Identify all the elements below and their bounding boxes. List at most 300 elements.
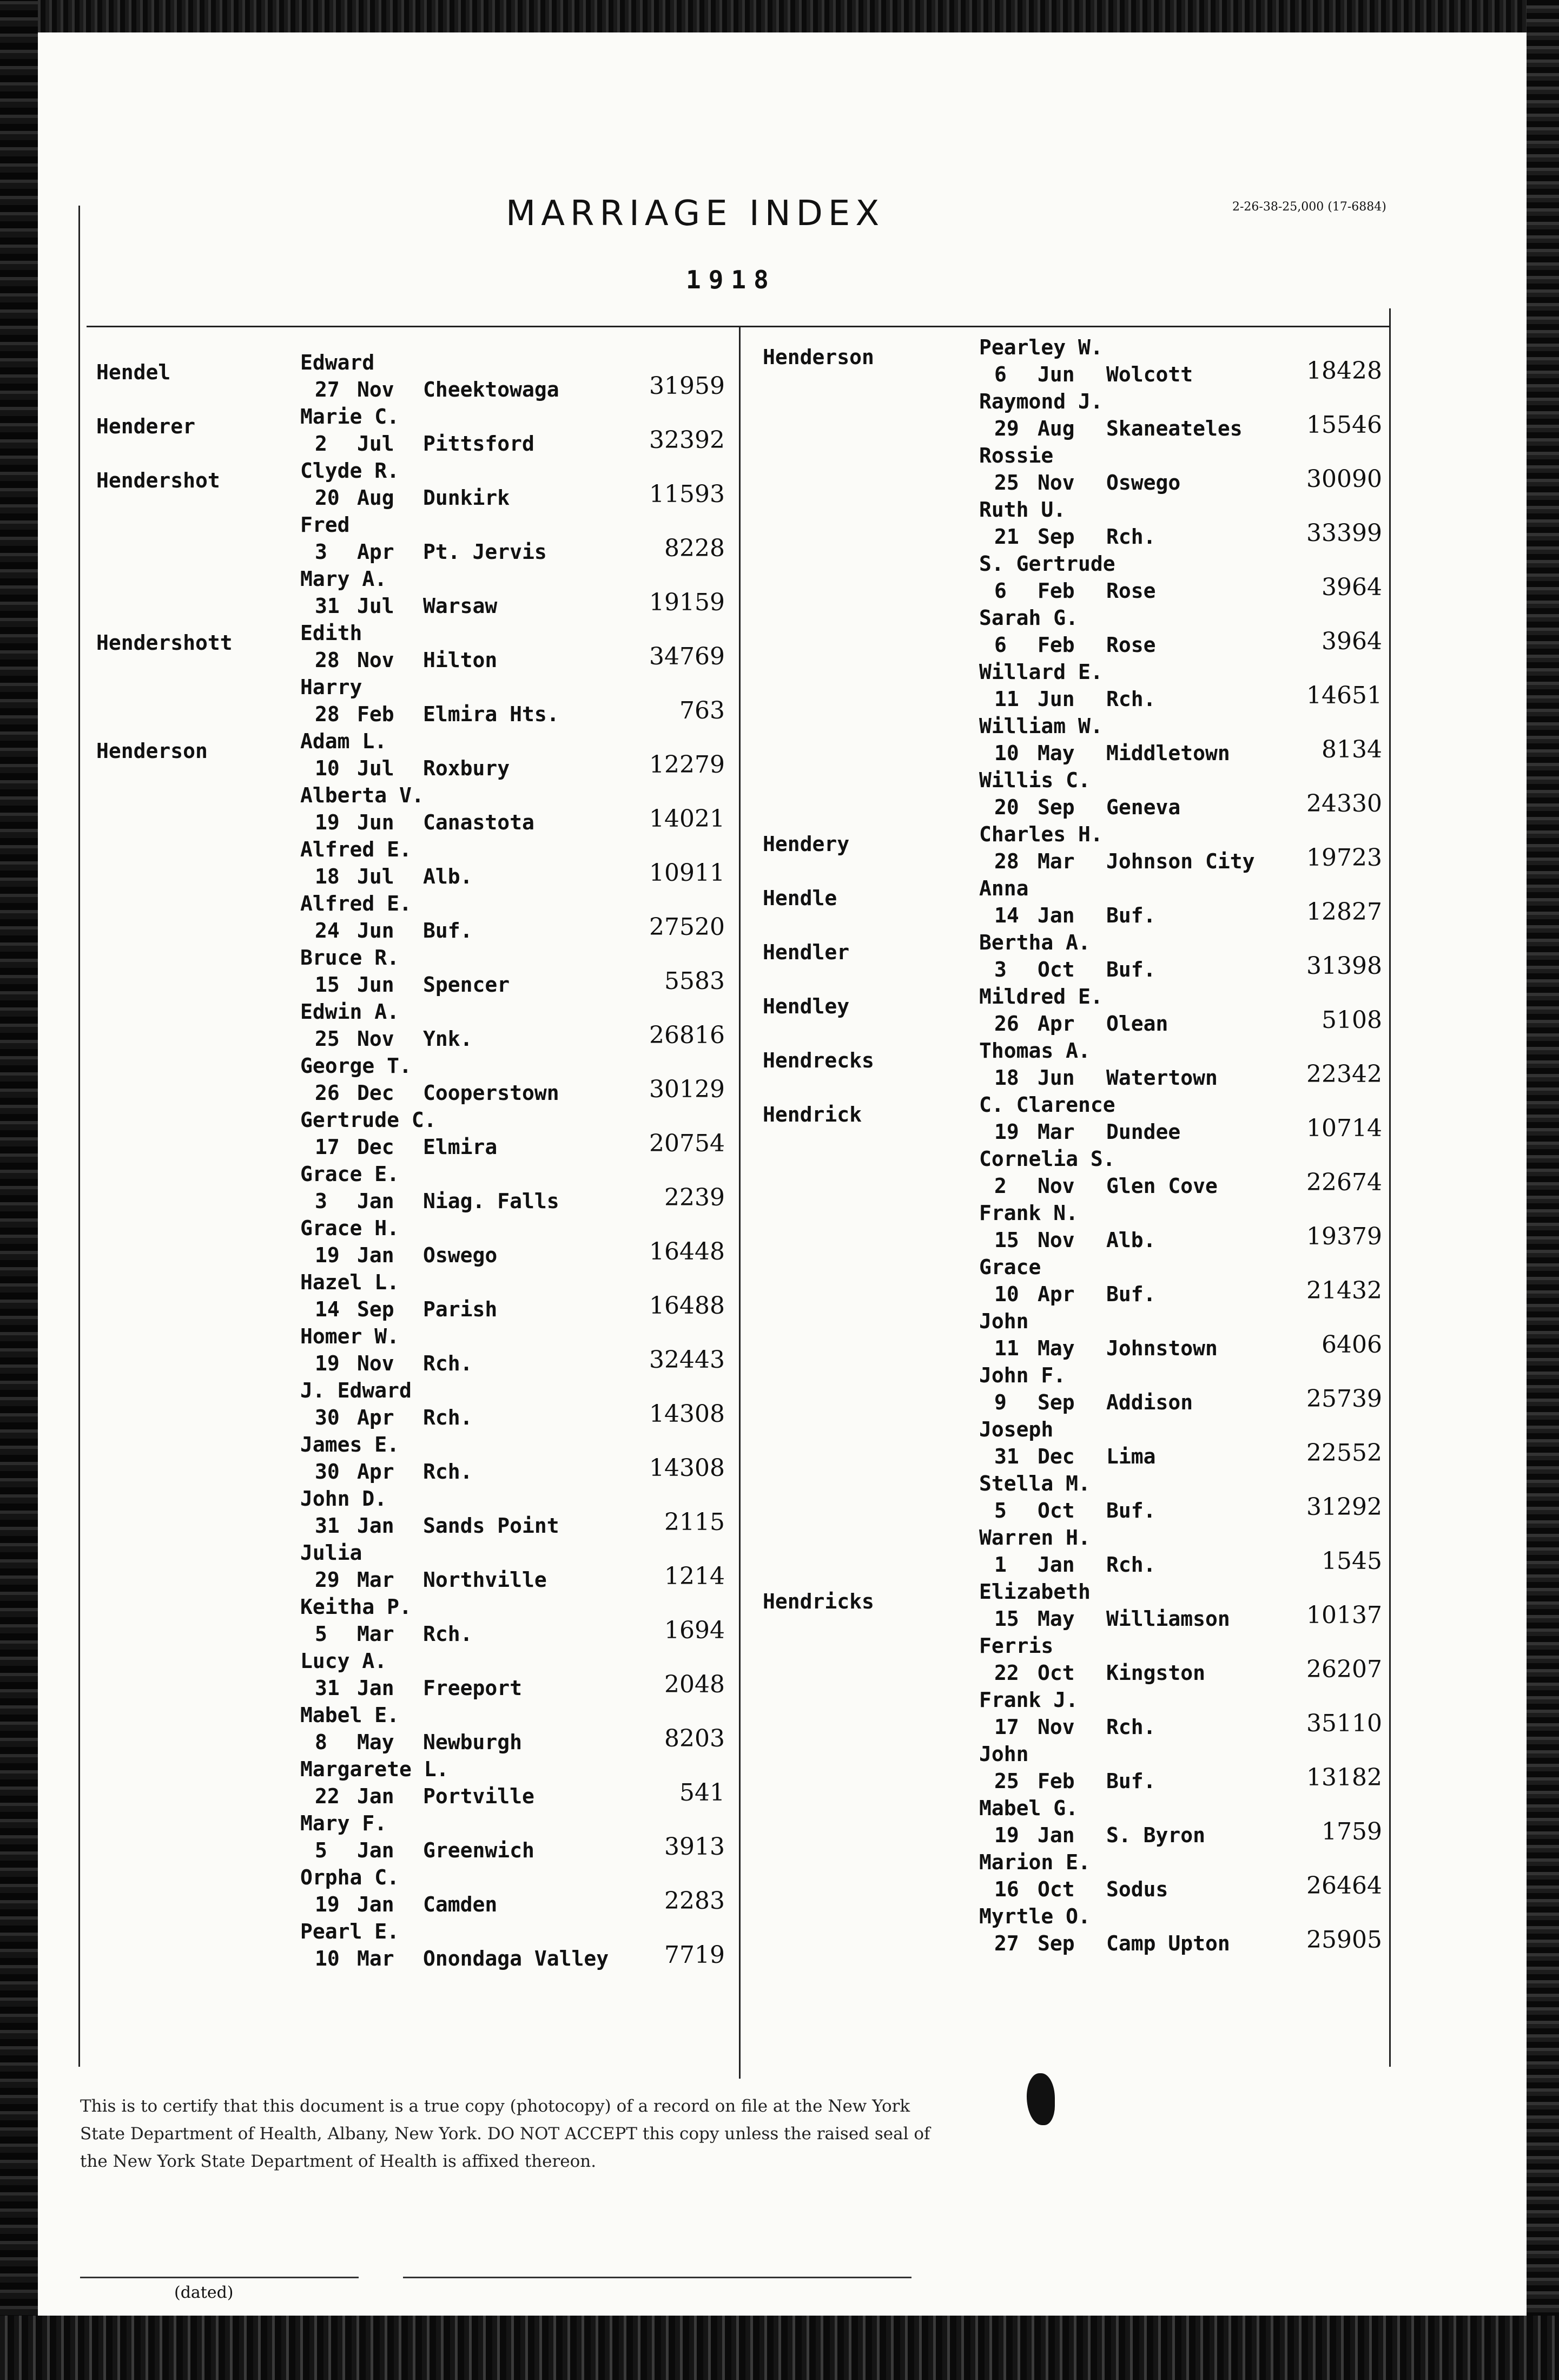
entry-given-name: Gertrude C.: [300, 1108, 437, 1132]
entry-day: 17: [315, 1135, 340, 1159]
entry-place: Lima: [1106, 1445, 1156, 1468]
entry-number: 21432: [1306, 1277, 1382, 1304]
entry-month: Jun: [1038, 1066, 1075, 1090]
entry-given-name: Margarete L.: [300, 1757, 449, 1781]
entry-given-name: Keitha P.: [300, 1595, 412, 1619]
entry-given-name: Stella M.: [979, 1472, 1091, 1495]
entry-number: 3964: [1322, 573, 1382, 601]
entry-place: Portville: [423, 1784, 534, 1808]
entry-given-name: Ferris: [979, 1634, 1054, 1658]
entry-month: Nov: [1038, 1715, 1075, 1739]
entry-place: Sodus: [1106, 1877, 1168, 1901]
entry-surname: Hendrick: [763, 1103, 862, 1126]
entry-number: 19159: [649, 589, 725, 616]
entry-month: Jul: [357, 865, 394, 888]
entry-given-name: Mary F.: [300, 1811, 387, 1835]
entry-number: 16488: [649, 1292, 725, 1320]
entry-place: Oswego: [1106, 471, 1181, 495]
entry-month: Jul: [357, 594, 394, 618]
entry-month: Apr: [357, 1460, 394, 1484]
entry-given-name: Anna: [979, 876, 1029, 900]
entry-given-name: J. Edward: [300, 1379, 412, 1402]
entry-surname: Henderer: [96, 414, 196, 438]
entry-month: Sep: [1038, 1931, 1075, 1955]
entry-number: 22552: [1306, 1439, 1382, 1467]
entry-day: 6: [994, 633, 1007, 657]
entry-place: Elmira: [423, 1135, 498, 1159]
entry-place: Niag. Falls: [423, 1189, 559, 1213]
entry-number: 35110: [1306, 1710, 1382, 1737]
entry-day: 11: [994, 687, 1019, 711]
entry-number: 24330: [1306, 790, 1382, 817]
entry-place: Middletown: [1106, 741, 1230, 765]
entry-number: 31398: [1306, 952, 1382, 980]
entry-day: 10: [994, 741, 1019, 765]
entry-place: Rch.: [423, 1351, 473, 1375]
entry-number: 8134: [1322, 736, 1382, 763]
entry-month: Nov: [1038, 471, 1075, 495]
entry-given-name: Hazel L.: [300, 1270, 400, 1294]
entry-number: 1694: [664, 1617, 725, 1644]
entry-number: 33399: [1306, 519, 1382, 547]
entry-number: 32443: [649, 1346, 725, 1374]
entry-day: 22: [994, 1661, 1019, 1685]
entry-place: Skaneateles: [1106, 417, 1243, 440]
entry-day: 3: [315, 540, 327, 564]
entry-surname: Henderson: [763, 345, 874, 369]
entry-given-name: Mabel G.: [979, 1796, 1079, 1820]
entry-place: Rch.: [423, 1406, 473, 1429]
entry-month: Mar: [1038, 1120, 1075, 1144]
entry-surname: Hendricks: [763, 1590, 874, 1613]
entry-place: Onondaga Valley: [423, 1947, 609, 1970]
entry-place: Parish: [423, 1297, 498, 1321]
entry-place: Buf.: [1106, 1499, 1156, 1522]
entry-place: Camden: [423, 1893, 498, 1916]
entry-given-name: Bertha A.: [979, 931, 1091, 954]
entry-month: Jan: [1038, 904, 1075, 927]
entry-month: Apr: [357, 1406, 394, 1429]
entry-day: 25: [315, 1027, 340, 1051]
entry-month: May: [1038, 1607, 1075, 1631]
entry-month: Jan: [357, 1243, 394, 1267]
dated-label: (dated): [174, 2283, 234, 2302]
entry-month: Jul: [357, 432, 394, 456]
entry-given-name: Grace H.: [300, 1216, 400, 1240]
entry-place: Addison: [1106, 1390, 1193, 1414]
document-page: [38, 32, 1527, 2316]
entry-given-name: Frank J.: [979, 1688, 1079, 1712]
entry-given-name: Charles H.: [979, 822, 1103, 846]
scan-border-left: [0, 0, 38, 2380]
entry-given-name: Adam L.: [300, 729, 387, 753]
entry-month: Jan: [1038, 1823, 1075, 1847]
entry-number: 7719: [664, 1941, 725, 1969]
entry-month: Mar: [1038, 849, 1075, 873]
entry-place: Olean: [1106, 1012, 1168, 1036]
entry-given-name: Rossie: [979, 444, 1054, 467]
entry-number: 8203: [664, 1725, 725, 1752]
entry-month: Sep: [357, 1297, 394, 1321]
scan-border-bottom: [0, 2316, 1559, 2380]
entry-day: 20: [994, 795, 1019, 819]
entry-place: Northville: [423, 1568, 547, 1592]
entry-given-name: Raymond J.: [979, 390, 1103, 413]
entry-day: 18: [994, 1066, 1019, 1090]
entry-place: Oswego: [423, 1243, 498, 1267]
entry-given-name: William W.: [979, 714, 1103, 738]
entry-surname: Hendler: [763, 940, 850, 964]
entry-month: Jan: [357, 1189, 394, 1213]
entry-day: 15: [315, 973, 340, 997]
entry-number: 26464: [1306, 1872, 1382, 1900]
entry-month: Sep: [1038, 795, 1075, 819]
entry-month: Jul: [357, 756, 394, 780]
entry-given-name: Alberta V.: [300, 783, 424, 807]
entry-number: 10911: [649, 859, 725, 887]
entry-month: Dec: [357, 1135, 394, 1159]
entry-day: 31: [315, 1676, 340, 1700]
entry-given-name: Mabel E.: [300, 1703, 400, 1727]
entry-place: Dundee: [1106, 1120, 1181, 1144]
entry-surname: Hendershot: [96, 469, 220, 492]
entry-day: 15: [994, 1607, 1019, 1631]
entry-given-name: Willis C.: [979, 768, 1091, 792]
entry-day: 1: [994, 1553, 1007, 1577]
entry-given-name: Elizabeth: [979, 1580, 1091, 1604]
entry-place: Rch.: [1106, 1553, 1156, 1577]
entry-month: Feb: [1038, 1769, 1075, 1793]
entry-surname: Hendel: [96, 360, 171, 384]
entry-number: 1214: [664, 1563, 725, 1590]
entry-given-name: Julia: [300, 1541, 362, 1565]
entry-given-name: Myrtle O.: [979, 1904, 1091, 1928]
entry-place: Glen Cove: [1106, 1174, 1218, 1198]
entry-day: 17: [994, 1715, 1019, 1739]
entry-place: Rch.: [1106, 1715, 1156, 1739]
entry-number: 12279: [649, 751, 725, 779]
entry-number: 26207: [1306, 1656, 1382, 1683]
entry-day: 2: [994, 1174, 1007, 1198]
entry-given-name: Edwin A.: [300, 1000, 400, 1024]
entry-place: Greenwich: [423, 1838, 534, 1862]
entry-month: Mar: [357, 1568, 394, 1592]
entry-given-name: Pearl E.: [300, 1920, 400, 1943]
entry-month: Nov: [357, 378, 394, 401]
entry-month: Jun: [1038, 687, 1075, 711]
entry-month: May: [1038, 1336, 1075, 1360]
entry-place: Alb.: [423, 865, 473, 888]
entry-day: 19: [315, 1351, 340, 1375]
entry-day: 6: [994, 579, 1007, 603]
entry-number: 19379: [1306, 1223, 1382, 1250]
entry-given-name: James E.: [300, 1433, 400, 1456]
entry-day: 3: [315, 1189, 327, 1213]
entry-number: 3913: [664, 1833, 725, 1861]
entry-day: 3: [994, 958, 1007, 981]
entry-given-name: Alfred E.: [300, 838, 412, 861]
entry-given-name: Homer W.: [300, 1324, 400, 1348]
entry-place: Elmira Hts.: [423, 702, 559, 726]
entry-place: Rch.: [1106, 687, 1156, 711]
entry-day: 29: [994, 417, 1019, 440]
entry-number: 22342: [1306, 1060, 1382, 1088]
entry-number: 27520: [649, 913, 725, 941]
entry-place: Rose: [1106, 633, 1156, 657]
entry-given-name: Marion E.: [979, 1850, 1091, 1874]
entry-day: 10: [315, 1947, 340, 1970]
entry-month: Dec: [357, 1081, 394, 1105]
certification-text: This is to certify that this document is a true copy (photocopy) of a record on file at the New York State Department of Health, Albany, New York. DO NOT ACCEPT this copy unless the raised seal of the New York State Department of Health is affixed thereon.: [80, 2096, 930, 2171]
entry-month: Mar: [357, 1622, 394, 1646]
entry-number: 763: [679, 697, 725, 724]
entry-place: Johnstown: [1106, 1336, 1218, 1360]
entry-day: 18: [315, 865, 340, 888]
entry-day: 30: [315, 1406, 340, 1429]
entry-month: Jan: [1038, 1553, 1075, 1577]
entry-place: Newburgh: [423, 1730, 523, 1754]
entry-given-name: Willard E.: [979, 660, 1103, 684]
entry-given-name: Clyde R.: [300, 459, 400, 483]
entry-place: Cheektowaga: [423, 378, 559, 401]
entry-number: 15546: [1306, 411, 1382, 439]
entry-day: 10: [994, 1282, 1019, 1306]
entry-day: 30: [315, 1460, 340, 1484]
entry-month: Nov: [1038, 1228, 1075, 1252]
entry-month: Feb: [1038, 633, 1075, 657]
entry-month: Jan: [357, 1676, 394, 1700]
entry-given-name: Grace E.: [300, 1162, 400, 1186]
page-title: MARRIAGE INDEX: [506, 194, 885, 234]
entry-number: 25905: [1306, 1926, 1382, 1954]
entry-place: Rose: [1106, 579, 1156, 603]
scan-border-right: [1527, 0, 1559, 2380]
entry-month: Oct: [1038, 958, 1075, 981]
entry-given-name: Warren H.: [979, 1526, 1091, 1550]
entry-given-name: Edward: [300, 351, 375, 374]
entry-day: 21: [994, 525, 1019, 549]
column-divider: [739, 326, 741, 2079]
entry-number: 10714: [1306, 1115, 1382, 1142]
entry-month: Jan: [357, 1514, 394, 1538]
entry-given-name: John D.: [300, 1487, 387, 1511]
entry-day: 10: [315, 756, 340, 780]
entry-surname: Hendrecks: [763, 1049, 874, 1072]
entry-place: Warsaw: [423, 594, 498, 618]
entry-place: Buf.: [1106, 1769, 1156, 1793]
entry-day: 26: [994, 1012, 1019, 1036]
entry-day: 19: [994, 1120, 1019, 1144]
entry-day: 5: [315, 1838, 327, 1862]
entry-number: 2115: [664, 1508, 725, 1536]
entry-given-name: Bruce R.: [300, 946, 400, 970]
entry-given-name: Grace: [979, 1255, 1041, 1279]
entry-given-name: Edith: [300, 621, 362, 645]
table-right-rule: [1389, 308, 1391, 2067]
entry-place: Dunkirk: [423, 486, 510, 510]
entry-given-name: Frank N.: [979, 1201, 1079, 1225]
entry-given-name: Alfred E.: [300, 892, 412, 915]
entry-place: Rch.: [1106, 525, 1156, 549]
entry-day: 8: [315, 1730, 327, 1754]
entry-day: 28: [315, 702, 340, 726]
entry-day: 26: [315, 1081, 340, 1105]
entry-month: Sep: [1038, 525, 1075, 549]
entry-day: 31: [315, 594, 340, 618]
entry-month: Apr: [1038, 1012, 1075, 1036]
entry-number: 2048: [664, 1671, 725, 1698]
entry-number: 34769: [649, 643, 725, 670]
table-left-rule: [78, 206, 80, 2067]
scan-border-top: [0, 0, 1559, 32]
entry-day: 29: [315, 1568, 340, 1592]
entry-surname: Hendershott: [96, 631, 233, 655]
entry-month: Nov: [357, 648, 394, 672]
entry-given-name: Ruth U.: [979, 498, 1066, 522]
entry-surname: Hendley: [763, 994, 850, 1018]
entry-number: 30090: [1306, 465, 1382, 493]
entry-place: Wolcott: [1106, 362, 1193, 386]
entry-day: 28: [994, 849, 1019, 873]
entry-given-name: Mary A.: [300, 567, 387, 591]
entry-day: 22: [315, 1784, 340, 1808]
entry-place: Canastota: [423, 810, 534, 834]
entry-month: Jan: [357, 1838, 394, 1862]
entry-month: Dec: [1038, 1445, 1075, 1468]
index-year: 1918: [686, 265, 776, 294]
entry-month: Apr: [1038, 1282, 1075, 1306]
entry-place: Buf.: [423, 919, 473, 942]
entry-month: Apr: [357, 540, 394, 564]
entry-given-name: John: [979, 1742, 1029, 1766]
entry-given-name: George T.: [300, 1054, 412, 1078]
entry-day: 14: [994, 904, 1019, 927]
entry-given-name: C. Clarence: [979, 1093, 1115, 1117]
form-code: 2-26-38-25,000 (17-6884): [1232, 200, 1386, 214]
entry-given-name: Orpha C.: [300, 1865, 400, 1889]
entry-day: 5: [315, 1622, 327, 1646]
entry-place: Buf.: [1106, 1282, 1156, 1306]
entry-number: 22674: [1306, 1169, 1382, 1196]
entry-month: May: [357, 1730, 394, 1754]
entry-number: 6406: [1322, 1331, 1382, 1359]
entry-day: 5: [994, 1499, 1007, 1522]
entry-given-name: Cornelia S.: [979, 1147, 1115, 1171]
entry-given-name: Mildred E.: [979, 985, 1103, 1008]
entry-surname: Hendle: [763, 886, 837, 910]
entry-day: 20: [315, 486, 340, 510]
entry-number: 14651: [1306, 682, 1382, 709]
entry-number: 30129: [649, 1076, 725, 1103]
entry-place: Hilton: [423, 648, 498, 672]
entry-day: 27: [994, 1931, 1019, 1955]
entry-day: 27: [315, 378, 340, 401]
entry-day: 24: [315, 919, 340, 942]
entry-number: 19723: [1306, 844, 1382, 872]
entry-day: 31: [994, 1445, 1019, 1468]
entry-place: Buf.: [1106, 904, 1156, 927]
entry-place: S. Byron: [1106, 1823, 1206, 1847]
entry-month: Jun: [357, 973, 394, 997]
entry-number: 2239: [664, 1184, 725, 1211]
entry-number: 3964: [1322, 628, 1382, 655]
entry-number: 31959: [649, 372, 725, 400]
entry-day: 14: [315, 1297, 340, 1321]
entry-month: Feb: [357, 702, 394, 726]
entry-day: 11: [994, 1336, 1019, 1360]
entry-number: 2283: [664, 1887, 725, 1915]
entry-month: Jun: [1038, 362, 1075, 386]
entry-day: 25: [994, 1769, 1019, 1793]
entry-surname: Henderson: [96, 739, 208, 763]
entry-month: Oct: [1038, 1499, 1075, 1522]
entry-month: Jun: [357, 919, 394, 942]
table-top-rule: [87, 326, 1390, 327]
entry-place: Johnson City: [1106, 849, 1255, 873]
entry-place: Williamson: [1106, 1607, 1230, 1631]
entry-place: Kingston: [1106, 1661, 1206, 1685]
entry-month: Feb: [1038, 579, 1075, 603]
entry-number: 14308: [649, 1400, 725, 1428]
entry-number: 25739: [1306, 1385, 1382, 1413]
entry-number: 32392: [649, 426, 725, 454]
entry-day: 19: [315, 1243, 340, 1267]
entry-place: Pt. Jervis: [423, 540, 547, 564]
entry-month: May: [1038, 741, 1075, 765]
entry-month: Mar: [357, 1947, 394, 1970]
entry-given-name: John F.: [979, 1363, 1066, 1387]
entry-number: 5108: [1322, 1006, 1382, 1034]
entry-given-name: Marie C.: [300, 405, 400, 428]
entry-day: 19: [994, 1823, 1019, 1847]
entry-place: Geneva: [1106, 795, 1181, 819]
entry-number: 16448: [649, 1238, 725, 1265]
entry-day: 25: [994, 471, 1019, 495]
entry-month: Aug: [1038, 417, 1075, 440]
entry-month: Oct: [1038, 1661, 1075, 1685]
entry-place: Watertown: [1106, 1066, 1218, 1090]
entry-place: Cooperstown: [423, 1081, 559, 1105]
entry-month: Aug: [357, 486, 394, 510]
entry-day: 15: [994, 1228, 1019, 1252]
entry-place: Freeport: [423, 1676, 523, 1700]
entry-number: 14021: [649, 805, 725, 833]
entry-day: 9: [994, 1390, 1007, 1414]
entry-place: Rch.: [423, 1622, 473, 1646]
entry-number: 12827: [1306, 898, 1382, 926]
entry-month: Jan: [357, 1784, 394, 1808]
entry-day: 28: [315, 648, 340, 672]
entry-given-name: Thomas A.: [979, 1039, 1091, 1063]
entry-day: 31: [315, 1514, 340, 1538]
signature-line-left: [80, 2277, 359, 2278]
entry-month: Nov: [1038, 1174, 1075, 1198]
entry-place: Alb.: [1106, 1228, 1156, 1252]
entry-number: 10137: [1306, 1601, 1382, 1629]
entry-number: 26816: [649, 1021, 725, 1049]
entry-place: Pittsford: [423, 432, 534, 456]
entry-given-name: Lucy A.: [300, 1649, 387, 1673]
entry-given-name: S. Gertrude: [979, 552, 1115, 576]
entry-month: Nov: [357, 1027, 394, 1051]
entry-place: Spencer: [423, 973, 510, 997]
entry-place: Rch.: [423, 1460, 473, 1484]
entry-number: 1759: [1322, 1818, 1382, 1845]
entry-given-name: John: [979, 1309, 1029, 1333]
entry-surname: Hendery: [763, 832, 850, 856]
entry-number: 11593: [649, 480, 725, 508]
entry-place: Ynk.: [423, 1027, 473, 1051]
